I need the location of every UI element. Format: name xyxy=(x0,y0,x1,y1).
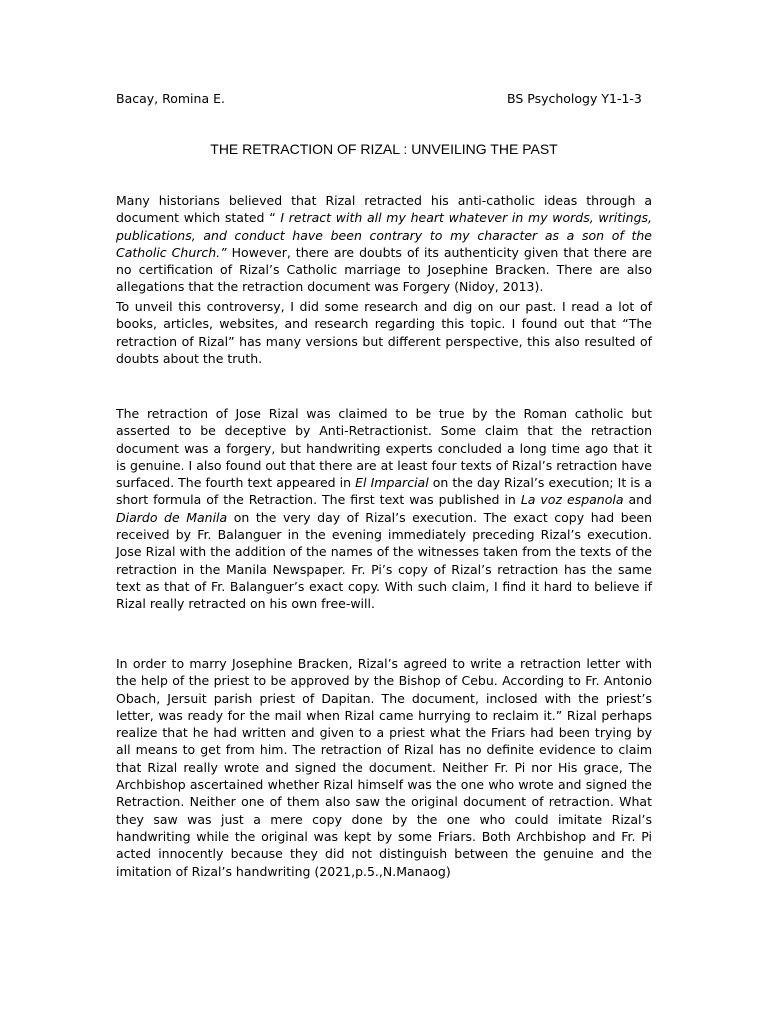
author-name: Bacay, Romina E. xyxy=(116,91,225,106)
paragraph-3 xyxy=(116,405,652,613)
newspaper-el-imparcial: El Imparcial xyxy=(355,475,429,491)
document-title: THE RETRACTION OF RIZAL : UNVEILING THE PAST xyxy=(210,141,558,157)
paragraph-3-part-4: on the very day of Rizal’s execution. The exact copy had been received by Fr. Balanguer in the evening immediately preceding Rizal’s execution. Jose Rizal with the addition of the names of the witnesses taken from the texts of the retraction in the Manila Newspaper. Fr. Pi’s copy of Rizal’s retraction has the same text as that of Fr. Balanguer’s exact copy. With such claim, I find it hard to believe if Rizal really retracted on his own free-will. xyxy=(116,509,653,612)
paragraph-1-text-after: However, there are doubts of its authenticity given that there are no certification of Rizal’s Catholic marriage to Josephine Bracken. There are also allegations that the retraction document was Forgery (Nidoy, 2013). xyxy=(116,244,653,295)
paragraph-1-text-before: Many historians believed that Rizal retracted his anti-catholic ideas through a document which stated “ xyxy=(116,193,652,226)
course-section: BS Psychology Y1-1-3 xyxy=(507,91,642,106)
paragraph-3-part-2: on the day Rizal’s execution; It is a short formula of the Retraction. The first text was published in xyxy=(116,475,653,508)
paragraph-3-part-1: The retraction of Jose Rizal was claimed to be true by the Roman catholic but asserted to be deceptive by Anti-Retractionist. Some claim that the retraction document was a forgery, but handwriting experts concluded a long time ago that it is genuine. I also found out that there are at least four texts of Rizal’s retraction have surfaced. The fourth text appeared in xyxy=(116,406,652,491)
paragraph-1 xyxy=(116,192,652,296)
newspaper-diardo-de-manila: Diardo de Manila xyxy=(116,509,228,525)
retraction-quote: I retract with all my heart whatever in my words, writings, publications, and conduct have been contrary to my character as a son of the Catholic Church.” xyxy=(116,210,652,260)
paragraph-3-part-3: and xyxy=(623,492,652,508)
paragraph-2: To unveil this controversy, I did some research and dig on our past. I read a lot of books, articles, websites, and research regarding this topic. I found out that “The retraction of Rizal” has many versions but different perspective, this also resulted of doubts about the truth. xyxy=(116,299,652,366)
paragraph-4: In order to marry Josephine Bracken, Rizal’s agreed to write a retraction letter with the help of the priest to be approved by the Bishop of Cebu. According to Fr. Antonio Obach, Jersuit parish priest of Dapitan. The document, inclosed with the priest’s letter, was ready for the mail when Rizal came hurrying to reclaim it.” Rizal perhaps realize that he had written and given to a priest what the Friars had been trying by all means to get from him. The retraction of Rizal has no definite evidence to claim that Rizal really wrote and signed the document. Neither Fr. Pi nor His grace, The Archbishop ascertained whether Rizal himself was the one who wrote and signed the Retraction. Neither one of them also saw the original document of retraction. What they saw was just a mere copy done by the one who could imitate Rizal’s handwriting while the original was kept by some Friars. Both Archbishop and Fr. Pi acted innocently because they did not distinguish between the genuine and the imitation of Rizal’s handwriting (2021,p.5.,N.Manaog) xyxy=(116,656,652,879)
document-header xyxy=(116,89,652,109)
newspaper-la-voz-espanola: La voz espanola xyxy=(520,492,624,508)
